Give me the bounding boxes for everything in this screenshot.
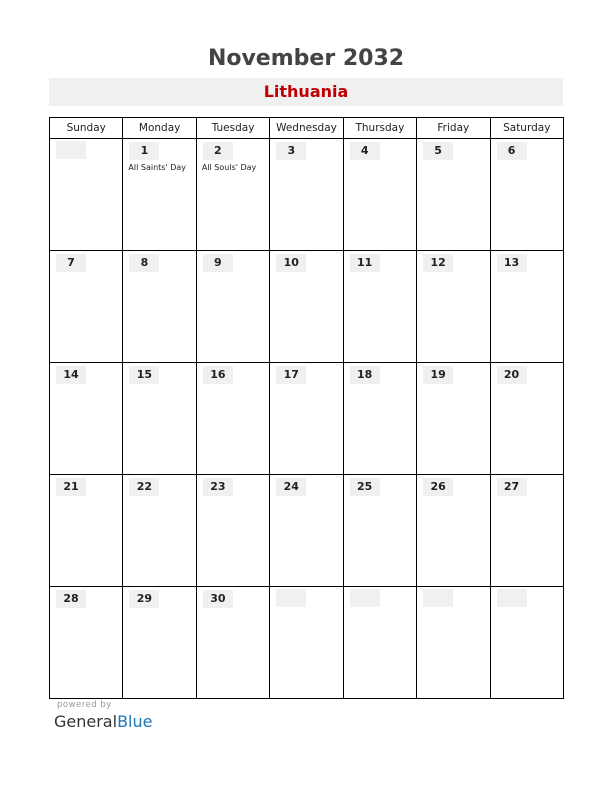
holiday-label: All Souls' Day (201, 163, 257, 172)
page-title: November 2032 (207, 46, 405, 71)
day-cell (343, 139, 416, 251)
day-cell (270, 251, 343, 363)
holiday-label: All Saints' Day (128, 163, 186, 172)
weekday-header: Tuesday (196, 118, 269, 139)
country-band (49, 78, 563, 106)
weekday-header: Saturday (490, 118, 563, 139)
day-number: 14 (56, 366, 86, 384)
day-cell (270, 363, 343, 475)
week-row (50, 475, 564, 587)
day-number: 23 (203, 478, 233, 496)
day-number: 27 (497, 478, 527, 496)
day-number: 19 (423, 366, 453, 384)
week-row (50, 587, 564, 699)
day-cell (50, 475, 123, 587)
day-number: 28 (56, 590, 86, 608)
day-number: 20 (497, 366, 527, 384)
day-cell (123, 139, 196, 251)
day-number: 18 (350, 366, 380, 384)
day-number: 6 (497, 142, 527, 160)
day-cell (196, 587, 269, 699)
day-number: 26 (423, 478, 453, 496)
day-cell (196, 475, 269, 587)
week-row (50, 139, 564, 251)
day-cell (123, 363, 196, 475)
day-cell (50, 363, 123, 475)
day-cell (123, 475, 196, 587)
day-number: 13 (497, 254, 527, 272)
day-number: 29 (129, 590, 159, 608)
calendar-grid (49, 117, 564, 699)
day-cell (50, 251, 123, 363)
brand-name-part: Blue (117, 712, 153, 731)
day-cell (490, 139, 563, 251)
brand-name-part: General (54, 712, 118, 731)
day-number: 8 (129, 254, 159, 272)
day-cell (343, 251, 416, 363)
country-name: Lithuania (263, 82, 349, 101)
week-row (50, 251, 564, 363)
day-number: 2 (203, 142, 233, 160)
day-cell (270, 587, 343, 699)
day-number: 3 (276, 142, 306, 160)
day-number: 7 (56, 254, 86, 272)
day-cell (490, 251, 563, 363)
day-number: 24 (276, 478, 306, 496)
day-cell (343, 475, 416, 587)
day-number: 5 (423, 142, 453, 160)
day-number: 30 (203, 590, 233, 608)
week-row (50, 363, 564, 475)
day-number: 11 (350, 254, 380, 272)
weekday-header: Friday (417, 118, 490, 139)
weekday-header-row (50, 118, 564, 139)
weekday-header: Sunday (50, 118, 123, 139)
day-number: 10 (276, 254, 306, 272)
day-number: 25 (350, 478, 380, 496)
day-cell (490, 475, 563, 587)
day-number: 4 (350, 142, 380, 160)
day-number: 22 (129, 478, 159, 496)
day-number: 9 (203, 254, 233, 272)
weekday-header: Monday (123, 118, 196, 139)
day-cell (270, 139, 343, 251)
day-cell (490, 363, 563, 475)
day-cell (196, 139, 269, 251)
day-cell (123, 251, 196, 363)
brand-logo (54, 712, 152, 731)
day-cell (343, 587, 416, 699)
day-cell (196, 363, 269, 475)
day-cell (490, 587, 563, 699)
day-number: 16 (203, 366, 233, 384)
day-number: 15 (129, 366, 159, 384)
day-number (497, 589, 527, 607)
powered-by-text: powered by (57, 700, 112, 710)
day-cell (196, 251, 269, 363)
weekday-header: Thursday (343, 118, 416, 139)
day-number (423, 589, 453, 607)
day-cell (417, 475, 490, 587)
day-cell (270, 475, 343, 587)
day-number: 12 (423, 254, 453, 272)
day-number: 21 (56, 478, 86, 496)
day-cell (123, 587, 196, 699)
day-cell (417, 363, 490, 475)
day-cell (50, 587, 123, 699)
day-number: 17 (276, 366, 306, 384)
day-number (350, 589, 380, 607)
day-number (276, 589, 306, 607)
day-number (56, 141, 86, 159)
day-cell (50, 139, 123, 251)
day-cell (417, 587, 490, 699)
weekday-header: Wednesday (270, 118, 343, 139)
day-number: 1 (129, 142, 159, 160)
day-cell (417, 251, 490, 363)
day-cell (343, 363, 416, 475)
day-cell (417, 139, 490, 251)
